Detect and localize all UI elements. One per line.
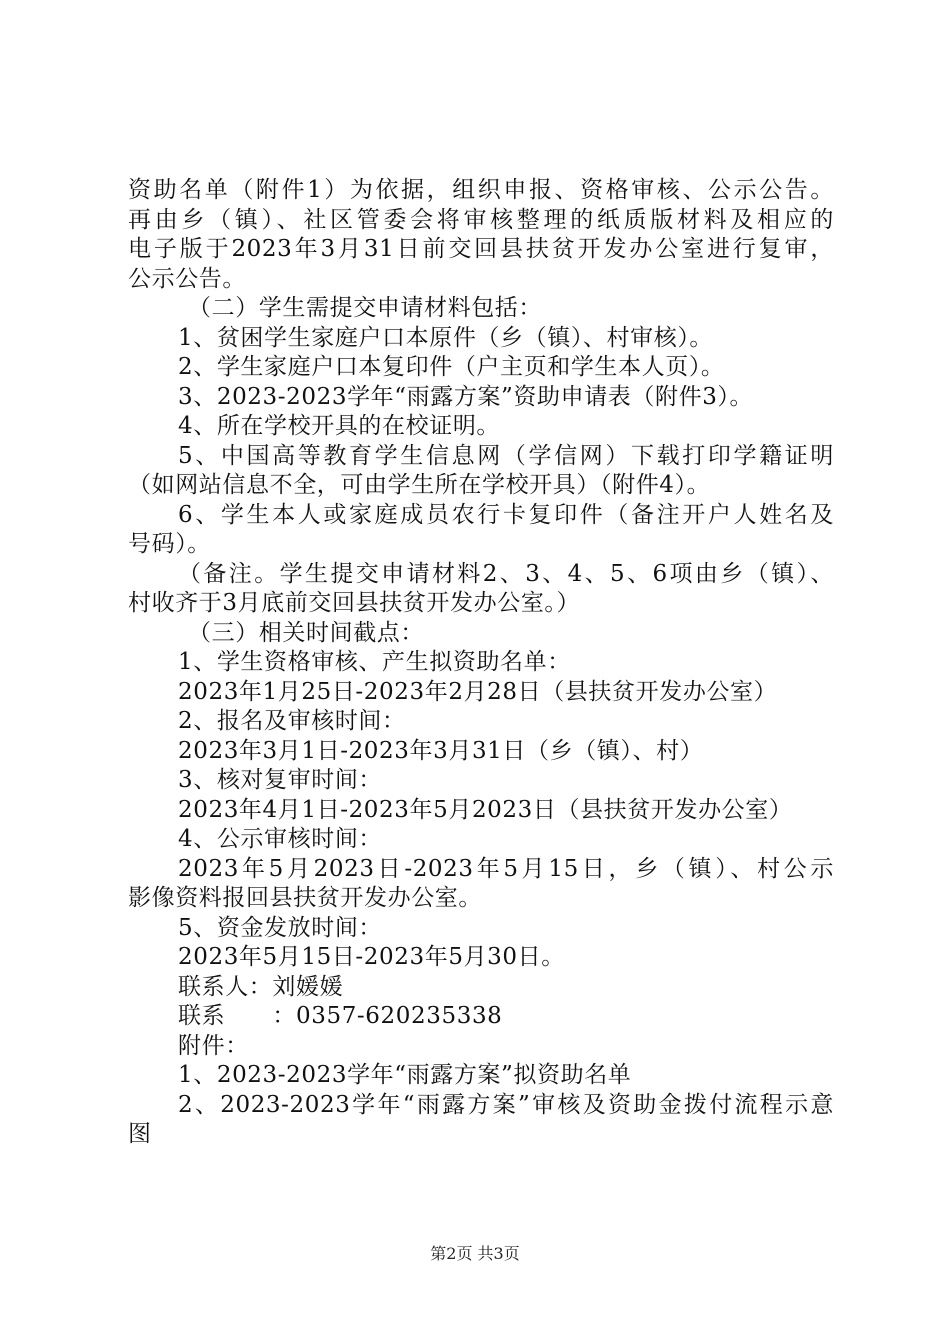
section-heading: （三）相关时间截点： (188, 619, 424, 646)
list-item: 5、资金发放时间： (178, 914, 383, 941)
list-item: 3、2023-2023学年“雨露方案”资助申请表（附件3）。 (178, 383, 754, 410)
text-line: （如网站信息不全，可由学生所在学校开具）（附件4）。 (128, 472, 711, 498)
list-item: 5、中国高等教育学生信息网（学信网）下载打印学籍证明 (178, 442, 834, 469)
document-body (128, 176, 848, 1150)
text-line: 公示公告。 (128, 265, 246, 292)
attachments-heading: 附件： (178, 1032, 249, 1059)
text-line: 资助名单（附件1）为依据，组织申报、资格审核、公示公告。 (128, 177, 834, 203)
attachment-item: 1、2023-2023学年“雨露方案”拟资助名单 (178, 1062, 632, 1088)
text-line: 图 (128, 1121, 152, 1147)
text-line: 再由乡（镇）、社区管委会将审核整理的纸质版材料及相应的 (128, 206, 834, 233)
list-item: 3、核对复审时间： (178, 767, 383, 793)
contact-person: 联系人：刘媛媛 (178, 973, 344, 1000)
list-item: 2、报名及审核时间： (178, 708, 406, 734)
list-item: 2、学生家庭户口本复印件（户主页和学生本人页）。 (178, 354, 725, 380)
date-range: 2023年1月25日-2023年2月28日（县扶贫开发办公室） (178, 678, 778, 705)
section-heading: （二）学生需提交申请材料包括： (188, 295, 542, 321)
date-range: 2023年5月2023日-2023年5月15日，乡（镇）、村公示 (178, 855, 834, 882)
list-item: 4、所在学校开具的在校证明。 (178, 413, 501, 439)
text-line: 号码）。 (128, 531, 211, 557)
date-range: 2023年4月1日-2023年5月2023日（县扶贫开发办公室） (178, 796, 793, 823)
list-item: 6、学生本人或家庭成员农行卡复印件（备注开户人姓名及 (178, 501, 834, 528)
page-footer: 第2页 共3页 (430, 1244, 520, 1263)
note-line: 村收齐于3月底前交回县扶贫开发办公室。） (128, 590, 581, 616)
list-item: 1、贫困学生家庭户口本原件（乡（镇）、村审核）。 (178, 324, 714, 351)
note-line: （备注。学生提交申请材料2、3、4、5、6项由乡（镇）、 (178, 560, 834, 587)
list-item: 4、公示审核时间： (178, 826, 383, 852)
date-range: 2023年5月15日-2023年5月30日。 (178, 944, 565, 970)
attachment-item: 2、2023-2023学年“雨露方案”审核及资助金拨付流程示意 (178, 1091, 834, 1118)
date-range: 2023年3月1日-2023年3月31日（乡（镇）、村） (178, 737, 704, 764)
text-line: 影像资料报回县扶贫开发办公室。 (128, 885, 482, 911)
list-item: 1、学生资格审核、产生拟资助名单： (178, 649, 571, 675)
contact-phone: 联系 ：0357-620235338 (178, 1003, 503, 1029)
text-line: 电子版于2023年3月31日前交回县扶贫开发办公室进行复审， (128, 236, 834, 262)
